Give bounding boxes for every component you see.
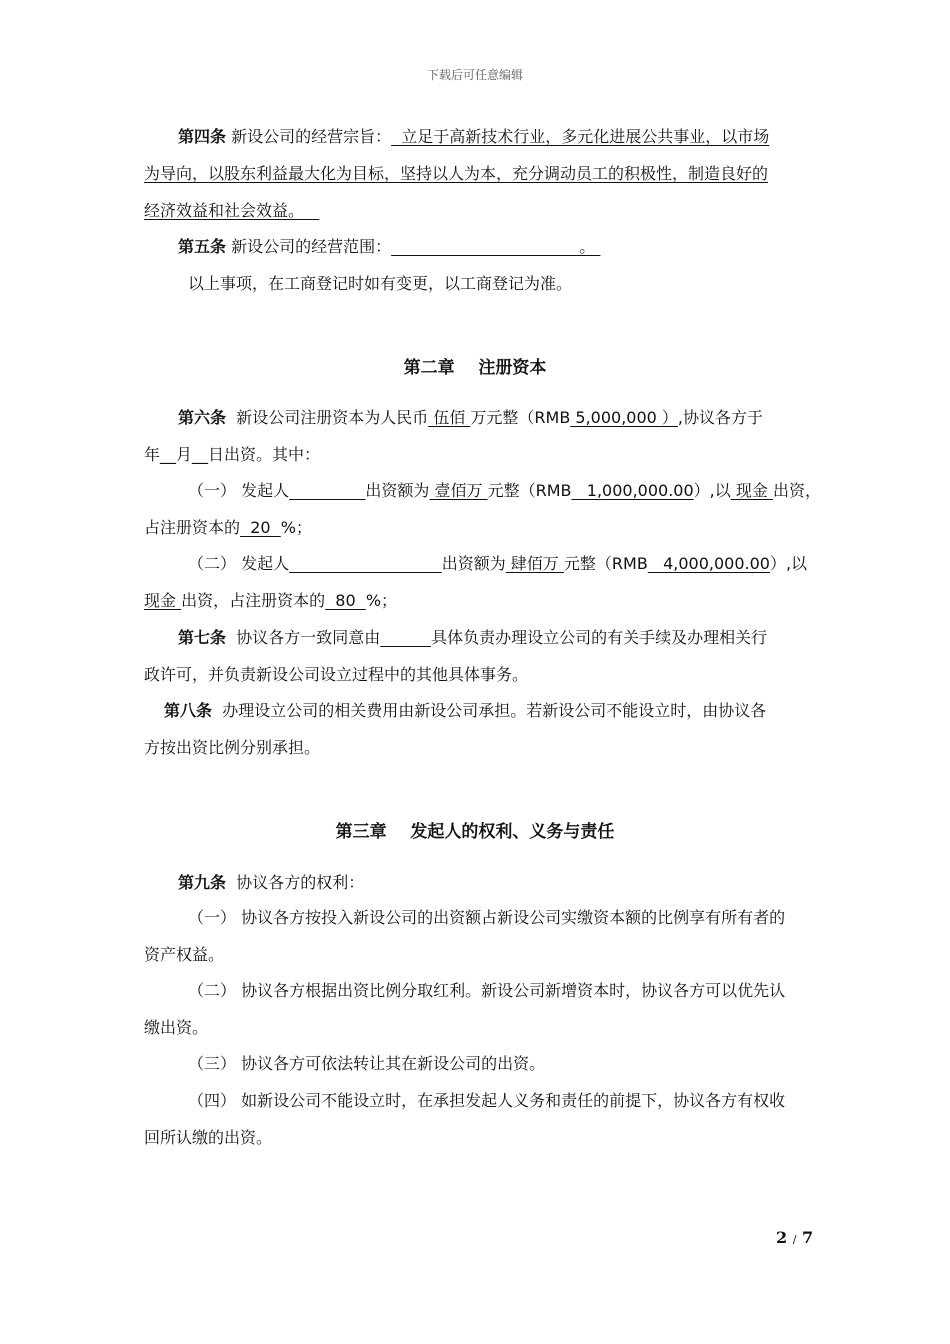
article-7-blank — [380, 628, 431, 647]
article-4-purpose-1: 立足于高新技术行业，多元化进展公共事业，以市场 — [391, 127, 770, 146]
article-8-label: 第八条 — [164, 701, 213, 720]
article-6-item-1-line-2 — [144, 517, 312, 539]
item-number: （一） — [188, 481, 237, 500]
article-7-line-1 — [178, 627, 767, 649]
capital-percentage: 20 — [240, 518, 281, 537]
article-5-blank: 。 — [391, 237, 601, 256]
article-7-line-2: 政许可，并负责新设公司设立过程中的其他具体事务。 — [144, 665, 529, 684]
article-9-item-4 — [188, 1090, 785, 1112]
chapter-2-title: 第二章 注册资本 — [403, 358, 547, 378]
article-6-line-2: 年__月__日出资。其中： — [144, 445, 321, 464]
item-text: %； — [365, 591, 398, 610]
item-text: ）,以 — [693, 481, 731, 500]
item-number: （二） — [188, 554, 237, 573]
article-4-label: 第四条 — [178, 127, 227, 146]
article-8-line-1 — [164, 700, 766, 722]
registration-note: 以上事项，在工商登记时如有变更，以工商登记为准。 — [188, 274, 573, 293]
article-5-line — [178, 236, 600, 258]
article-9-label: 第九条 — [178, 873, 227, 892]
article-6-label: 第六条 — [178, 408, 227, 427]
article-6-text-2: 万元整（RMB — [470, 408, 571, 427]
article-6-text-3: ,协议各方于 — [677, 408, 763, 427]
item-text: 出资，占注册资本的 — [181, 591, 326, 610]
item-number: （一） — [188, 908, 237, 927]
article-6-item-2 — [188, 553, 807, 575]
item-text: 出资， — [772, 481, 821, 500]
contribution-method: 现金 — [730, 481, 773, 500]
item-text: 如新设公司不能设立时，在承担发起人义务和责任的前提下，协议各方有权收 — [241, 1091, 786, 1110]
article-5-text: 新设公司的经营范围： — [231, 237, 392, 256]
item-number: （二） — [188, 981, 237, 1000]
article-6-item-1 — [188, 480, 821, 502]
article-7-text-1: 协议各方一致同意由 — [236, 628, 381, 647]
item-text: 出资额为 — [365, 481, 430, 500]
article-8-text: 办理设立公司的相关费用由新设公司承担。若新设公司不能设立时，由协议各 — [222, 701, 767, 720]
article-4-intro: 新设公司的经营宗旨： — [231, 127, 392, 146]
item-text: 元整（RMB — [563, 554, 648, 573]
article-9-item-1 — [188, 907, 785, 929]
article-6-amount-cn: 伍佰 — [428, 408, 471, 427]
amount-cn: 壹佰万 — [429, 481, 488, 500]
promoter-blank — [289, 481, 365, 500]
article-9-item-2 — [188, 980, 785, 1002]
article-7-text-2: 具体负责办理设立公司的有关手续及办理相关行 — [431, 628, 768, 647]
article-9-text: 协议各方的权利： — [236, 873, 365, 892]
current-page: 2 — [776, 1228, 788, 1247]
item-text: %； — [280, 518, 312, 537]
article-6-item-2-line-2 — [144, 590, 397, 612]
promoter-blank — [289, 554, 442, 573]
item-text: 协议各方可依法转让其在新设公司的出资。 — [241, 1054, 546, 1073]
item-text: 元整（RMB — [487, 481, 572, 500]
item-text: 协议各方根据出资比例分取红利。新设公司新增资本时，协议各方可以优先认 — [241, 981, 786, 1000]
item-text: 发起人 — [241, 481, 290, 500]
item-text: ）,以 — [769, 554, 808, 573]
article-9-item-1-line-2: 资产权益。 — [144, 945, 225, 964]
article-6-line-1 — [178, 407, 763, 429]
capital-percentage: 80 — [325, 591, 366, 610]
contribution-method: 现金 — [144, 591, 182, 610]
amount-rmb: 4,000,000.00 — [647, 554, 770, 573]
item-text: 发起人 — [241, 554, 290, 573]
page-header: 下载后可任意编辑 — [426, 68, 523, 82]
article-9-item-4-line-2: 回所认缴的出资。 — [144, 1128, 273, 1147]
article-7-label: 第七条 — [178, 628, 227, 647]
item-number: （三） — [188, 1054, 237, 1073]
item-text: 出资额为 — [441, 554, 506, 573]
article-4-line-3: 经济效益和社会效益。 — [144, 201, 320, 220]
article-6-amount-rmb: 5,000,000 ） — [570, 408, 678, 427]
item-number: （四） — [188, 1091, 237, 1110]
article-9-item-2-line-2: 缴出资。 — [144, 1018, 209, 1037]
item-text: 协议各方按投入新设公司的出资额占新设公司实缴资本额的比例享有所有者的 — [241, 908, 786, 927]
article-9-line — [178, 872, 364, 894]
item-text: 占注册资本的 — [144, 518, 241, 537]
article-5-label: 第五条 — [178, 237, 227, 256]
amount-cn: 肆佰万 — [505, 554, 564, 573]
article-4-line-2: 为导向，以股东利益最大化为目标，坚持以人为本，充分调动员工的积极性，制造良好的 — [144, 164, 769, 183]
article-9-item-3 — [188, 1053, 545, 1075]
page-separator: / — [792, 1233, 797, 1246]
page-number — [776, 1228, 813, 1247]
article-4-line-1 — [178, 126, 769, 148]
total-pages: 7 — [802, 1228, 814, 1247]
amount-rmb: 1,000,000.00 — [571, 481, 694, 500]
chapter-3-title: 第三章 发起人的权利、义务与责任 — [335, 822, 615, 842]
article-6-text-1: 新设公司注册资本为人民币 — [236, 408, 429, 427]
article-8-line-2: 方按出资比例分别承担。 — [144, 738, 321, 757]
